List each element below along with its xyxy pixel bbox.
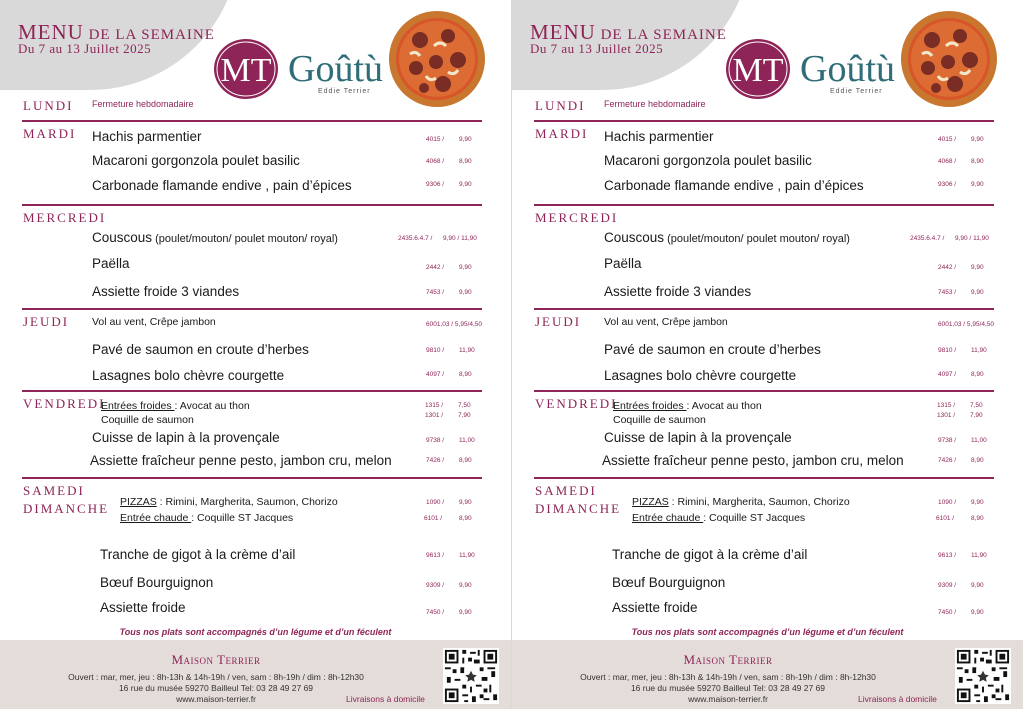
dish-price: 8,90 [459,515,472,522]
menu-title: MENU DE LA SEMAINE [530,20,727,44]
separator [22,390,482,392]
dish-price: 9,90 [459,136,472,143]
website-link[interactable]: www.maison-terrier.fr [688,694,768,704]
dish-price: 9,90 [459,289,472,296]
svg-text:MT: MT [220,52,272,89]
dish-price: 8,90 [971,515,984,522]
dish-ref: 2435.6.4.7 / [910,235,945,242]
pizza-image [900,10,998,108]
dish-price: 11,00 [971,437,987,444]
footer [0,640,511,709]
delivery-note: Livraisons à domicile [858,694,937,704]
dish-item: Couscous (poulet/mouton/ poulet mouton/ royal) [604,230,850,245]
menu-dates: Du 7 au 13 Juillet 2025 [18,41,152,56]
dish-ref: 2435.6.4.7 / [398,235,433,242]
svg-text:MT: MT [732,52,784,89]
day-samedi: SAMEDI [535,483,597,498]
dish-item: Tranche de gigot à la crème d’ail [612,547,808,562]
dish-item: Vol au vent, Crêpe jambon [604,316,728,328]
brand-name: Maison Terrier [171,652,261,667]
dish-ref: 7453 / [426,289,445,296]
dish-price: 9,90 [971,264,984,271]
entrees-froides: Entrées froides : Avocat au thon [101,400,250,412]
dish-item: Bœuf Bourguignon [612,575,726,590]
dish-item: Couscous (poulet/mouton/ poulet mouton/ royal) [92,230,338,245]
day-mercredi: MERCREDI [23,210,107,225]
dish-price: 9,90 [971,181,984,188]
dish-ref: 6001,03 / 5,95/4,50 [938,321,995,328]
opening-hours: Ouvert : mar, mer, jeu : 8h-13h & 14h-19h / ven, sam : 8h-19h / dim : 8h-12h30 [68,672,364,682]
dish-price: 9,90 [459,582,472,589]
dish-price: 11,90 [459,552,475,559]
dish-ref: 9613 / [938,552,957,559]
entrees-froides-line2: Coquille de saumon [101,414,194,426]
separator [22,120,482,122]
dish-price: 9,90 [459,609,472,616]
address: 16 rue du musée 59270 Bailleul Tel: 03 28 49 27 69 [118,683,314,693]
dish-price: 7,50 [458,402,471,409]
pizza-image [388,10,486,108]
dish-price: 8,90 [459,457,472,464]
dish-price: 7,90 [458,412,471,419]
dish-ref: 2442 / [938,264,957,271]
day-jeudi: JEUDI [23,314,70,329]
dish-price: 8,90 [459,371,472,378]
dish-item: Carbonade flamande endive , pain d’épices [604,178,864,193]
dish-price: 8,90 [971,158,984,165]
mt-logo [725,38,791,100]
dish-price: 9,90 [971,582,984,589]
dish-price: 9,90 [459,264,472,271]
day-samedi: SAMEDI [23,483,85,498]
goutu-logo: Goûtù Eddie Terrier [800,48,895,95]
goutu-logo: Goûtù Eddie Terrier [288,48,383,95]
dish-price: 8,90 [459,158,472,165]
dish-item: Lasagnes bolo chèvre courgette [92,368,285,383]
dish-item: Hachis parmentier [604,129,714,144]
day-mardi: MARDI [535,126,589,141]
separator [534,308,994,310]
day-mercredi: MERCREDI [535,210,619,225]
website-link[interactable]: www.maison-terrier.fr [176,694,256,704]
day-mardi: MARDI [23,126,77,141]
dish-item: Bœuf Bourguignon [100,575,214,590]
dish-price: 9,90 [971,289,984,296]
dish-ref: 9306 / [938,181,957,188]
dish-item: Cuisse de lapin à la provençale [604,430,792,445]
separator [534,204,994,206]
dish-item: Tranche de gigot à la crème d’ail [100,547,296,562]
footer [512,640,1023,709]
dish-item: Paëlla [604,256,642,271]
dish-ref: 4068 / [938,158,957,165]
dish-ref: 2442 / [426,264,445,271]
dish-ref: 1301 / [937,412,956,419]
dish-item: Cuisse de lapin à la provençale [92,430,280,445]
entrees-froides: Entrées froides : Avocat au thon [613,400,762,412]
dish-price: 8,90 [971,371,984,378]
dish-ref: 6101 / [936,515,955,522]
dish-item: Macaroni gorgonzola poulet basilic [92,153,300,168]
separator [534,390,994,392]
delivery-note: Livraisons à domicile [346,694,425,704]
dish-item: Hachis parmentier [92,129,202,144]
dish-price: 11,00 [459,437,475,444]
separator [534,477,994,479]
brand-name: Maison Terrier [683,652,773,667]
dish-ref: 7450 / [938,609,957,616]
entrees-froides-line2: Coquille de saumon [613,414,706,426]
menu-title: MENU DE LA SEMAINE [18,20,215,44]
lundi-note: Fermeture hebdomadaire [92,99,194,109]
dish-ref: 9810 / [426,347,445,354]
dish-ref: 9738 / [426,437,445,444]
accompaniment-note: Tous nos plats sont accompagnés d’un légume et d’un féculent [119,627,392,637]
dish-ref: 9306 / [426,181,445,188]
day-vendredi: VENDREDI [535,396,618,411]
separator [22,308,482,310]
dish-item: Lasagnes bolo chèvre courgette [604,368,797,383]
dish-item: Macaroni gorgonzola poulet basilic [604,153,812,168]
entree-chaude-line: Entrée chaude : Coquille ST Jacques [632,512,806,524]
dish-price: 9,90 [971,499,984,506]
dish-ref: 4068 / [426,158,445,165]
dish-item: Vol au vent, Crêpe jambon [92,316,216,328]
day-dimanche: DIMANCHE [535,501,622,516]
dish-ref: 6001,03 / 5,95/4,50 [426,321,483,328]
dish-item: Carbonade flamande endive , pain d’épices [92,178,352,193]
dish-ref: 1090 / [938,499,957,506]
separator [22,204,482,206]
dish-price: 9,90 [971,136,984,143]
day-jeudi: JEUDI [535,314,582,329]
dish-item: Assiette froide 3 viandes [604,284,752,299]
day-dimanche: DIMANCHE [23,501,110,516]
menu-page-left [0,0,511,709]
day-lundi: LUNDI [535,98,586,113]
dish-price: 8,90 [971,457,984,464]
dish-ref: 7426 / [426,457,445,464]
dish-item: Assiette fraîcheur penne pesto, jambon cru, melon [602,453,904,468]
dish-ref: 1315 / [425,402,444,409]
address: 16 rue du musée 59270 Bailleul Tel: 03 28 49 27 69 [630,683,826,693]
entree-chaude-line: Entrée chaude : Coquille ST Jacques [120,512,294,524]
lundi-note: Fermeture hebdomadaire [604,99,706,109]
dish-price: 7,50 [970,402,983,409]
separator [22,477,482,479]
dish-ref: 7426 / [938,457,957,464]
dish-price: 9,90 / 11,90 [955,235,989,242]
dish-ref: 7450 / [426,609,445,616]
dish-ref: 4015 / [426,136,445,143]
day-lundi: LUNDI [23,98,74,113]
dish-ref: 7453 / [938,289,957,296]
dish-price: 11,90 [971,347,987,354]
accompaniment-note: Tous nos plats sont accompagnés d’un légume et d’un féculent [631,627,904,637]
qr-code-icon[interactable] [955,648,1011,704]
separator [534,120,994,122]
pizzas-line: PIZZAS : Rimini, Margherita, Saumon, Chorizo [632,496,850,508]
dish-ref: 9738 / [938,437,957,444]
menu-page-right [512,0,1023,709]
dish-ref: 4097 / [426,371,445,378]
qr-code-icon[interactable] [443,648,499,704]
dish-price: 11,90 [971,552,987,559]
dish-item: Assiette fraîcheur penne pesto, jambon cru, melon [90,453,392,468]
dish-item: Assiette froide [100,600,186,615]
dish-ref: 9613 / [426,552,445,559]
dish-price: 7,90 [970,412,983,419]
dish-item: Paëlla [92,256,130,271]
dish-price: 9,90 [459,499,472,506]
dish-price: 11,90 [459,347,475,354]
dish-price: 9,90 [459,181,472,188]
dish-item: Pavé de saumon en croute d’herbes [92,342,309,357]
dish-ref: 1301 / [425,412,444,419]
dish-ref: 6101 / [424,515,443,522]
dish-item: Assiette froide 3 viandes [92,284,240,299]
dish-ref: 4015 / [938,136,957,143]
dish-ref: 9810 / [938,347,957,354]
day-vendredi: VENDREDI [23,396,106,411]
dish-ref: 9309 / [938,582,957,589]
dish-price: 9,90 / 11,90 [443,235,477,242]
dish-ref: 1315 / [937,402,956,409]
mt-logo [213,38,279,100]
pizzas-line: PIZZAS : Rimini, Margherita, Saumon, Chorizo [120,496,338,508]
dish-price: 9,90 [971,609,984,616]
opening-hours: Ouvert : mar, mer, jeu : 8h-13h & 14h-19h / ven, sam : 8h-19h / dim : 8h-12h30 [580,672,876,682]
dish-ref: 4097 / [938,371,957,378]
dish-ref: 9309 / [426,582,445,589]
menu-dates: Du 7 au 13 Juillet 2025 [530,41,664,56]
dish-ref: 1090 / [426,499,445,506]
dish-item: Assiette froide [612,600,698,615]
dish-item: Pavé de saumon en croute d’herbes [604,342,821,357]
